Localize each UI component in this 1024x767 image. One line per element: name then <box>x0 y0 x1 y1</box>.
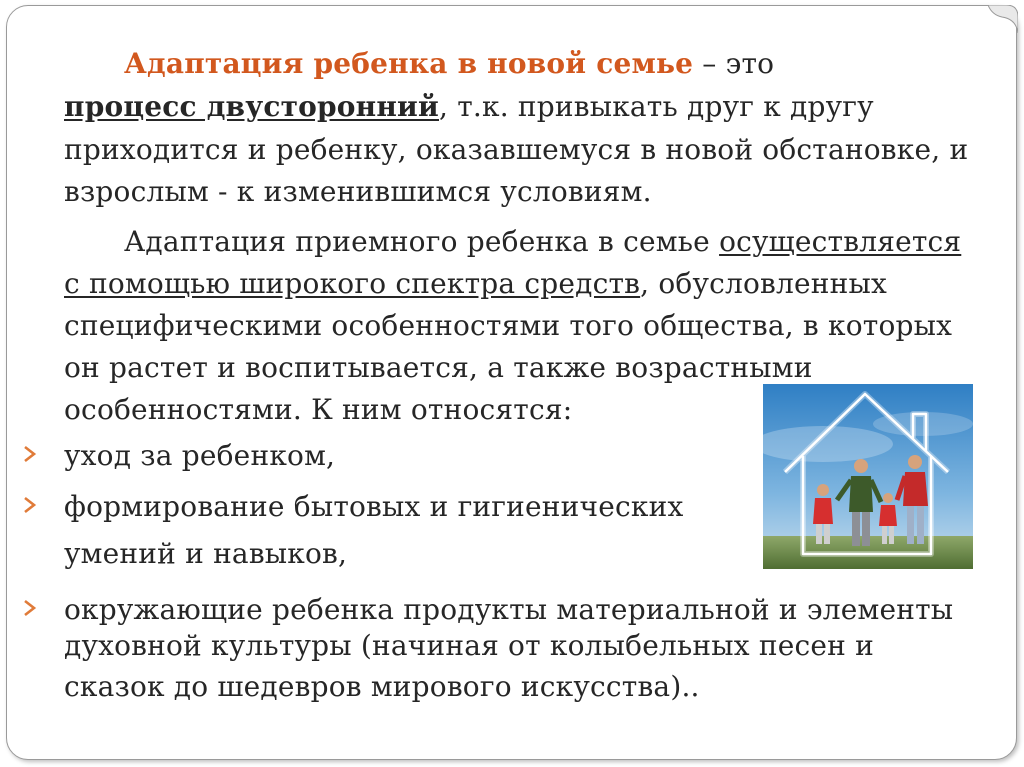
bullet-3-line2: духовной культуры (начиная от колыбельных песен и <box>64 629 874 662</box>
paragraph1-line3: приходится и ребенку, оказавшемуся в новой обстановке, и <box>64 133 969 166</box>
chevron-right-icon <box>20 495 40 515</box>
paragraph2-line3: специфическими особенностями того общества, в которых <box>64 309 953 342</box>
slide-title: Адаптация ребенка в новой семье <box>124 47 694 80</box>
paragraph1-line2 <box>64 88 874 125</box>
title-suffix: – это <box>693 47 775 80</box>
bullet-3-line1: окружающие ребенка продукты материальной и элементы <box>64 593 954 626</box>
paragraph2-line4: он растет и воспитывается, а также возрастными <box>64 351 813 384</box>
paragraph2-line2 <box>64 265 887 302</box>
paragraph2-line2-underlined: с помощью широкого спектра средств <box>64 267 641 300</box>
paragraph1-line4: взрослым - к изменившимся условиям. <box>64 175 652 208</box>
bullet-3-line3: сказок до шедевров мирового искусства).. <box>64 670 700 703</box>
bullet-2-line1: формирование бытовых и гигиенических <box>64 490 684 523</box>
paragraph2-line1 <box>124 223 961 260</box>
emphasis-text: процесс двусторонний <box>64 90 439 123</box>
paragraph1-line2-rest: , т.к. привыкать друг к другу <box>439 90 874 123</box>
paragraph2-line5: особенностями. К ним относятся: <box>64 393 573 426</box>
chevron-right-icon <box>20 444 40 464</box>
paragraph2-line1-underlined: осуществляется <box>719 225 962 258</box>
bullet-2-line2: умений и навыков, <box>64 537 348 570</box>
paragraph2-line1-plain: Адаптация приемного ребенка в семье <box>124 225 720 258</box>
bullet-1-line1: уход за ребенком, <box>64 439 336 472</box>
paragraph2-line2-rest: , обусловленных <box>640 267 887 300</box>
page-curl-corner <box>988 5 1018 33</box>
chevron-right-icon <box>20 598 40 618</box>
paragraph1-line1 <box>124 45 774 82</box>
family-house-photo <box>763 384 973 569</box>
